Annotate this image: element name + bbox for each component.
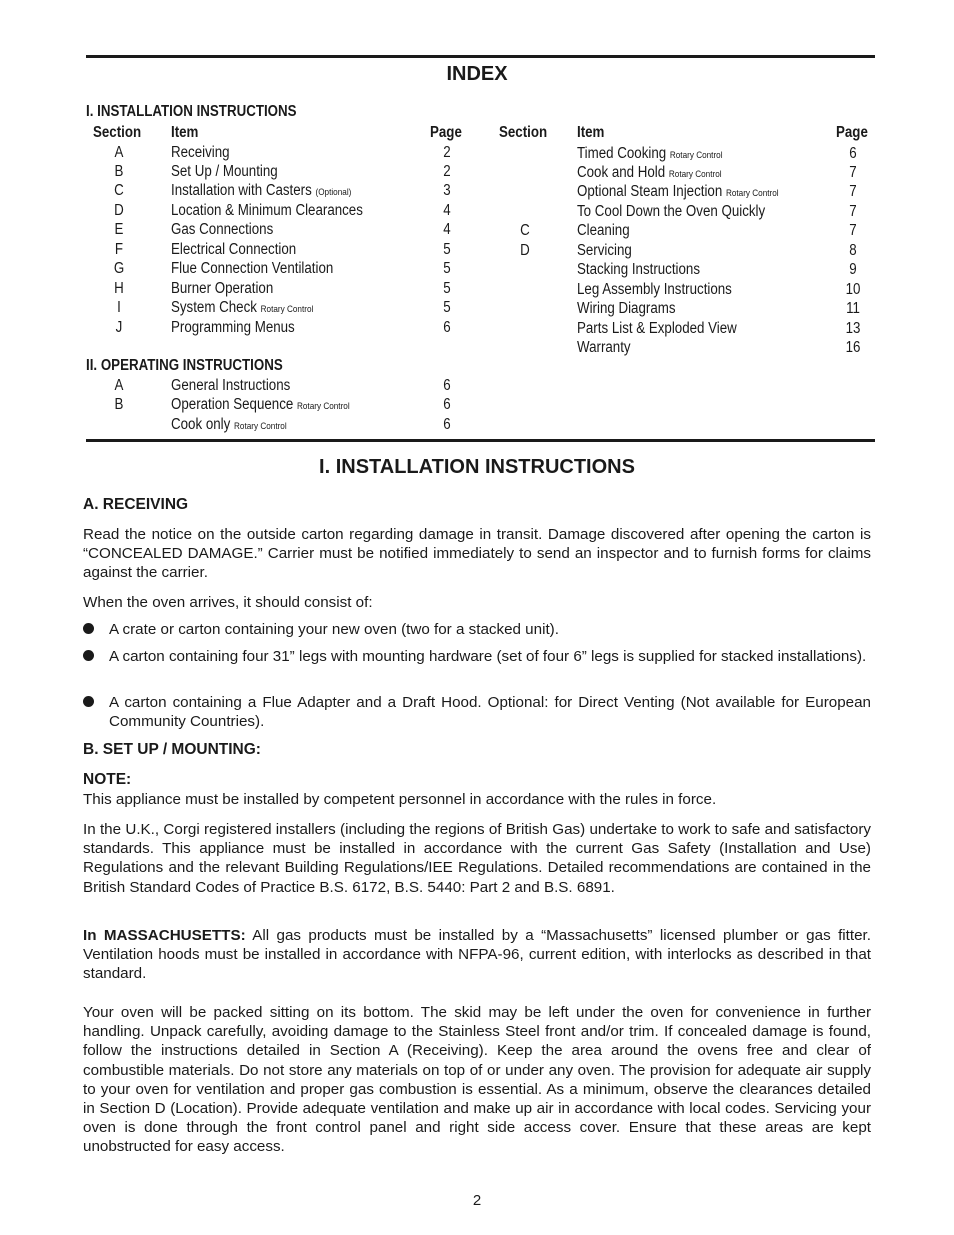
index-row-page: 6 <box>443 318 451 336</box>
index-row-item-text: Stacking Instructions <box>577 261 700 279</box>
index-row-item-note: Rotary Control <box>260 304 314 316</box>
index-row-item-text: Wiring Diagrams <box>577 300 676 318</box>
index-row-item <box>171 240 296 260</box>
right-col-item-header: Item <box>577 124 605 141</box>
index-row-item <box>577 319 737 339</box>
left-col-page-header: Page <box>430 124 462 141</box>
index-row-item <box>577 299 676 319</box>
index-row-page: 6 <box>443 396 451 414</box>
index-row-item-text: To Cool Down the Oven Quickly <box>577 202 766 220</box>
index-row-item <box>577 260 700 280</box>
index-row-page: 3 <box>443 182 451 200</box>
index-row-section <box>519 260 531 280</box>
index-row-item-text: Parts List & Exploded View <box>577 319 737 337</box>
index-row-item <box>171 220 273 240</box>
index-row-section: D <box>520 241 530 259</box>
index-row-section <box>519 319 531 339</box>
index-row-item <box>171 415 287 435</box>
index-row-item-text: Location & Minimum Clearances <box>171 201 363 219</box>
index-row-page: 10 <box>845 280 861 298</box>
index-row-section: J <box>115 318 123 336</box>
left-col-section-header: Section <box>93 124 142 141</box>
index-row-section <box>519 182 531 202</box>
index-row-section: A <box>114 143 124 161</box>
index-row-page: 4 <box>443 221 451 239</box>
bullet-icon <box>83 623 94 634</box>
index-row-item <box>171 162 278 182</box>
index-row-page: 6 <box>849 144 857 162</box>
index-row-page: 16 <box>845 339 861 356</box>
index-row-page: 5 <box>443 240 451 258</box>
index-row-page: 5 <box>443 299 451 317</box>
right-col-section-header: Section <box>499 124 548 141</box>
index-row-item <box>171 279 273 299</box>
index-row-page: 7 <box>849 222 857 240</box>
index-row-section: D <box>114 201 124 219</box>
index-row-item-text: Flue Connection Ventilation <box>171 260 334 278</box>
index-row-section: B <box>114 162 124 180</box>
index-row-page: 2 <box>443 143 451 161</box>
part2-heading: II. OPERATING INSTRUCTIONS <box>86 357 283 374</box>
top-rule <box>86 55 875 58</box>
index-row-item-text: Cook and Hold <box>577 163 666 181</box>
index-row-page: 11 <box>846 300 860 318</box>
index-row-item-note: (Optional) <box>315 187 352 199</box>
index-row-item <box>577 182 779 202</box>
massachusetts-text: All gas products must be installed by a “Massachusetts” licensed plumber or gas fitter. Ventilation hoods must be installed in accordance with NFPA-96, current edition, with interlocks as described in that standard. <box>83 927 871 983</box>
index-row-item-note: Rotary Control <box>669 149 723 161</box>
index-row-item <box>577 163 722 183</box>
index-row-item <box>171 376 290 396</box>
index-row-item-text: System Check <box>171 299 257 317</box>
index-row-page: 9 <box>849 261 857 279</box>
index-row-section: F <box>114 240 124 258</box>
massachusetts-label: In MASSACHUSETTS: <box>83 927 246 944</box>
index-row-item-text: Set Up / Mounting <box>171 162 278 180</box>
index-row-item-text: Servicing <box>577 241 632 259</box>
note-label: NOTE: <box>83 771 132 788</box>
index-row-section: G <box>113 260 125 278</box>
index-row-section: E <box>114 221 124 239</box>
index-row-page: 2 <box>443 162 451 180</box>
bullet-item: A crate or carton containing your new oven (two for a stacked unit). <box>109 621 559 638</box>
index-title: INDEX <box>446 63 508 85</box>
left-col-item-header: Item <box>171 124 199 141</box>
index-row-section <box>519 144 531 164</box>
index-row-page: 5 <box>443 260 451 278</box>
index-row-section: B <box>114 396 124 414</box>
index-row-item-text: Programming Menus <box>171 318 295 336</box>
section-title: I. INSTALLATION INSTRUCTIONS <box>319 456 635 478</box>
index-row-section: A <box>114 377 124 394</box>
index-row-item-text: Optional Steam Injection <box>577 183 723 201</box>
index-row-item <box>577 241 632 261</box>
index-row-item-note: Rotary Control <box>725 188 779 200</box>
right-col-page-header: Page <box>836 124 868 141</box>
index-row-item-text: Warranty <box>577 339 631 356</box>
index-row-item <box>171 298 313 318</box>
index-row-section: H <box>114 279 124 297</box>
massachusetts-paragraph <box>83 926 871 984</box>
index-row-item <box>171 259 333 279</box>
index-row-page: 8 <box>849 241 857 259</box>
bullet-icon <box>83 696 94 707</box>
index-row-page: 4 <box>443 201 451 219</box>
index-row-item <box>577 202 765 222</box>
index-row-section <box>113 415 125 435</box>
index-row-item <box>171 181 351 201</box>
index-row-page: 7 <box>849 183 857 201</box>
index-row-page: 13 <box>845 319 861 337</box>
index-row-page: 6 <box>443 377 451 394</box>
arrival-paragraph: When the oven arrives, it should consist of: <box>83 594 373 611</box>
index-row-page: 6 <box>443 415 451 433</box>
index-row-item-text: Electrical Connection <box>171 240 297 258</box>
index-row-item-text: General Instructions <box>171 377 291 394</box>
index-row-section <box>519 338 531 358</box>
index-row-item <box>577 338 631 358</box>
index-row-item <box>171 318 295 338</box>
index-row-item-text: Cook only <box>171 415 231 433</box>
index-row-section: C <box>520 222 530 240</box>
index-row-section: I <box>117 299 121 317</box>
index-row-section <box>519 202 531 222</box>
index-row-item-note: Rotary Control <box>296 401 350 413</box>
index-row-page: 7 <box>849 202 857 220</box>
index-row-item <box>577 280 732 300</box>
setup-heading: B. SET UP / MOUNTING: <box>83 741 261 758</box>
uk-paragraph: In the U.K., Corgi registered installers (including the regions of British Gas) undertake to work to safe and satisfactory standards. This appliance must be installed in accordance with the current Gas Safety (Installation and Use) Regulations and the relevant Building Regulations/IEE Regulations. Detailed recommendations are contained in the British Standard Codes of Practice B.S. 6172, B.S. 5440: Part 2 and B.S. 6891. <box>83 821 871 896</box>
index-row-item-text: Receiving <box>171 143 230 161</box>
index-row-section: C <box>114 182 124 200</box>
index-row-item-text: Installation with Casters <box>171 182 312 200</box>
index-row-page: 7 <box>849 163 857 181</box>
index-row-section <box>519 280 531 300</box>
index-row-section <box>519 163 531 183</box>
part1-heading: I. INSTALLATION INSTRUCTIONS <box>86 103 297 120</box>
index-row-item-text: Burner Operation <box>171 279 274 297</box>
receiving-paragraph: Read the notice on the outside carton regarding damage in transit. Damage discovered after opening the carton is “CONCEALED DAMAGE.” Carrier must be notified immediately to send an inspector and to furnish forms for claims against the carrier. <box>83 526 871 582</box>
index-row-item <box>171 395 350 415</box>
note-text: This appliance must be installed by competent personnel in accordance with the rules in force. <box>83 791 717 808</box>
index-row-item <box>577 144 723 164</box>
index-row-item-note: Rotary Control <box>668 168 722 180</box>
index-row-item-text: Leg Assembly Instructions <box>577 280 732 298</box>
index-row-section <box>519 299 531 319</box>
index-row-item-text: Timed Cooking <box>577 144 667 162</box>
index-row-item-text: Cleaning <box>577 222 630 240</box>
index-row-item-note: Rotary Control <box>233 420 287 432</box>
index-row-item-text: Gas Connections <box>171 221 274 239</box>
bullet-item: A carton containing four 31” legs with mounting hardware (set of four 6” legs is supplied for stacked installations). <box>109 648 867 665</box>
index-row-item <box>171 201 363 221</box>
index-row-item <box>171 143 230 163</box>
index-row-item <box>577 221 630 241</box>
index-row-item-text: Operation Sequence <box>171 396 294 414</box>
index-row-page: 5 <box>443 279 451 297</box>
bullet-item: A carton containing a Flue Adapter and a Draft Hood. Optional: for Direct Venting (Not available for European Community Countries). <box>109 694 871 731</box>
page-number: 2 <box>472 1192 482 1209</box>
packing-paragraph: Your oven will be packed sitting on its bottom. The skid may be left under the oven for convenience in further handling. Unpack carefully, avoiding damage to the Stainless Steel front and/or trim. If concealed damage is found, follow the instructions detailed in Section A (Receiving). Keep the area around the ovens free and clear of combustible materials. Do not store any materials on top of or under any oven. The provision for adequate air supply to your oven for ventilation and proper gas combustion is essential. As a minimum, observe the clearances detailed in Section D (Location). Provide adequate ventilation and make up air in accordance with local codes. Servicing your oven is done through the front control panel and right side access cover. Ensure that these areas are kept unobstructed for easy access. <box>83 1004 871 1156</box>
bullet-icon <box>83 650 94 661</box>
index-bottom-rule <box>86 439 875 442</box>
receiving-heading: A. RECEIVING <box>83 496 189 513</box>
